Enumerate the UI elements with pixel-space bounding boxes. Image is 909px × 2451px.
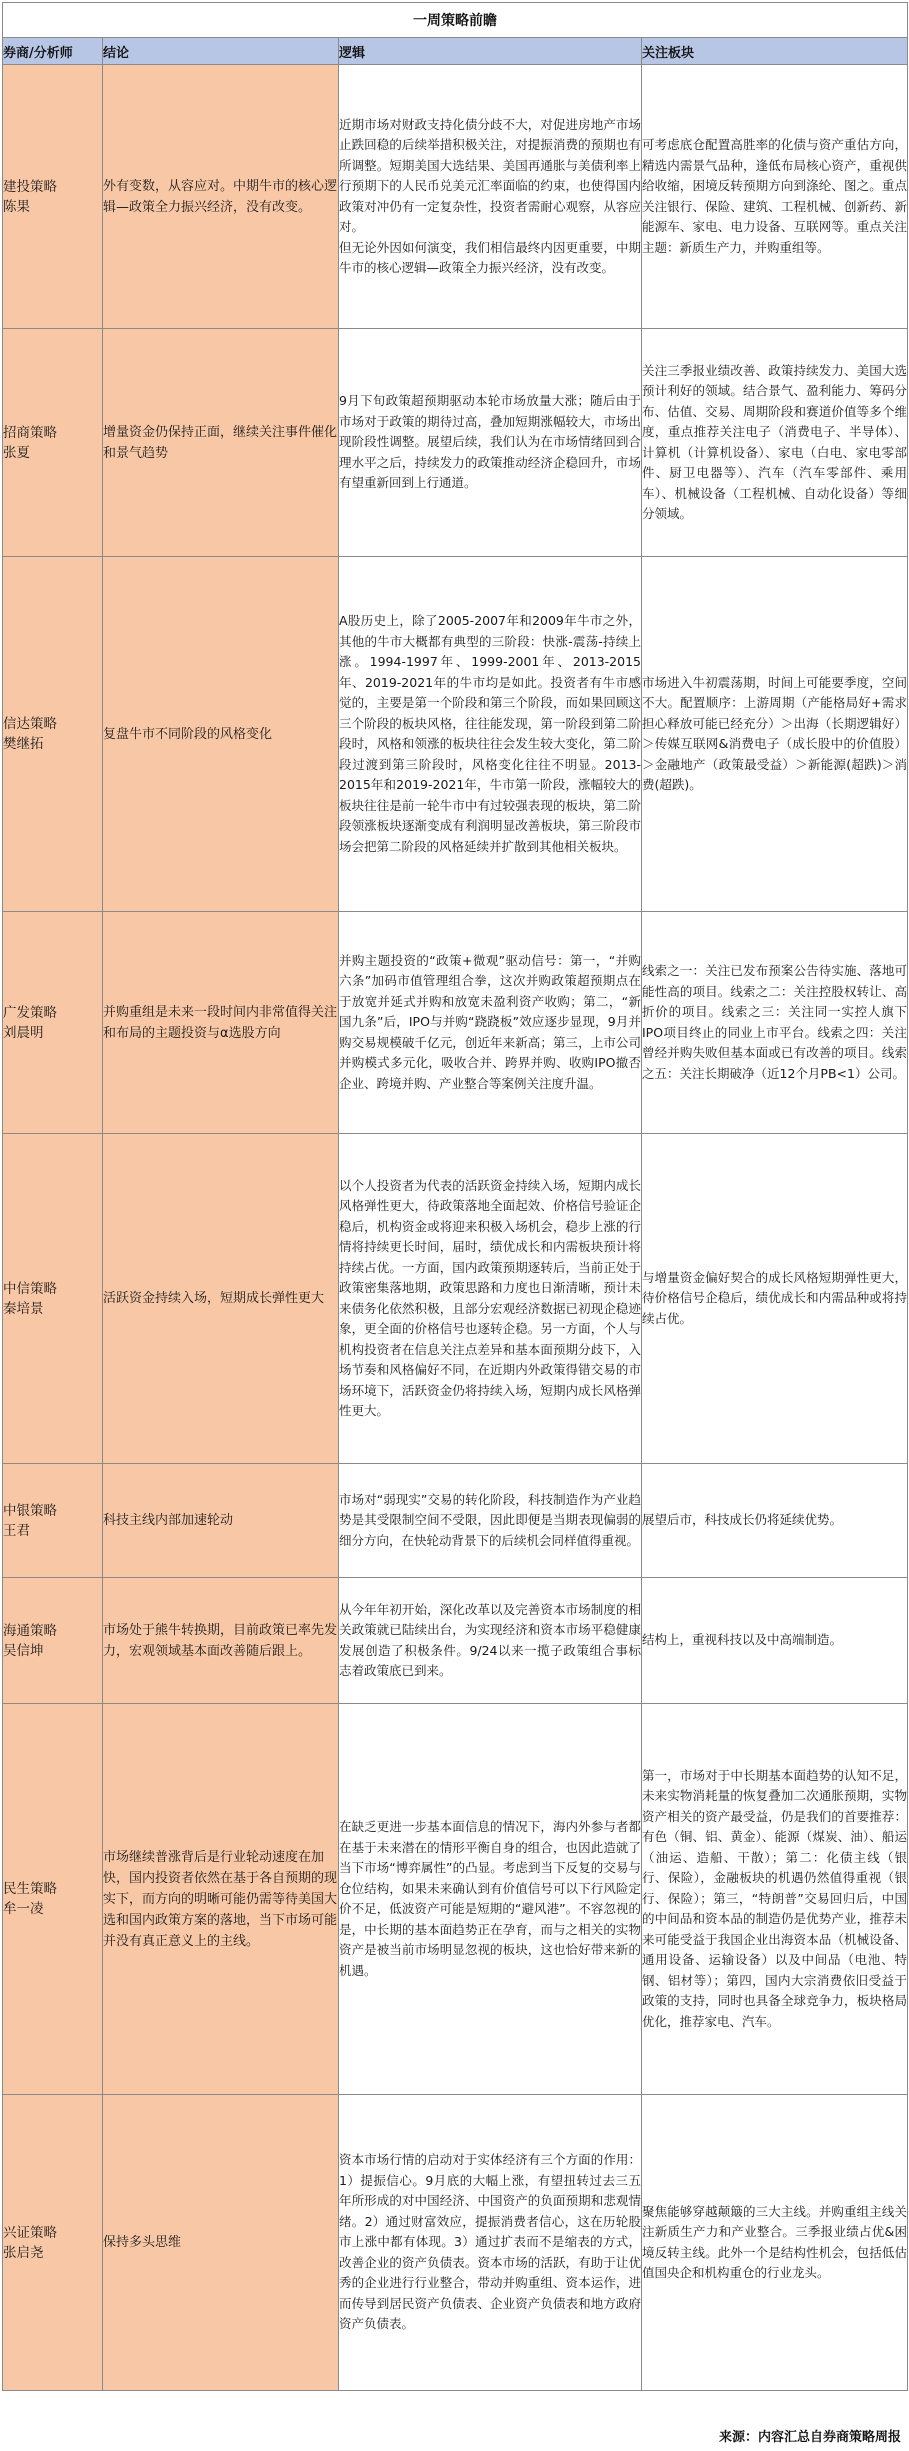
focus-cell: 与增量资金偏好契合的成长风格短期弹性更大，待价格信号企稳后，绩优成长和内需品种或将持续占优。: [642, 1134, 908, 1464]
logic-text: 从今年年初开始，深化改革以及完善资本市场制度的相关政策就已陆续出台，为实现经济和资本市场平稳健康发展创造了积极条件。9/24以来一揽子政策组合事标志着政策底已到来。: [339, 1601, 641, 1678]
header-firm: 券商/分析师: [3, 38, 103, 65]
focus-cell: 线索之一：关注已发布预案公告待实施、落地可能性高的项目。线索之二：关注控股权转让、高折价的项目。线索之三：关注同一实控人旗下IPO项目终止的同业上市平台。线索之四：关注曾经并购失败但基本面或已有改善的项目。线索之五：关注长期破净（近12个月PB<1）公司。: [642, 912, 908, 1134]
logic-cell: [339, 1578, 642, 1704]
firm-cell: [3, 1464, 103, 1578]
firm-name: 中银策略: [3, 1502, 57, 1519]
analyst-name: 陈果: [3, 198, 30, 215]
header-logic: 逻辑: [339, 38, 642, 65]
firm-cell: [3, 1578, 103, 1704]
conclusion-cell: 市场处于熊牛转换期，目前政策已率先发力，宏观领域基本面改善随后跟上。: [103, 1578, 339, 1704]
table-row: [3, 1464, 908, 1578]
header-row: [3, 38, 908, 65]
conclusion-cell: 科技主线内部加速轮动: [103, 1464, 339, 1578]
logic-cell: [339, 329, 642, 557]
firm-cell: [3, 2095, 103, 2391]
firm-name: 建投策略: [3, 178, 57, 195]
table-row: [3, 65, 908, 329]
focus-cell: 展望后市，科技成长仍将延续优势。: [642, 1464, 908, 1578]
conclusion-cell: 保持多头思维: [103, 2095, 339, 2391]
table-row: [3, 1704, 908, 2095]
logic-cell: [339, 1134, 642, 1464]
firm-name: 海通策略: [3, 1622, 57, 1639]
logic-text: 并购主题投资的“政策+微观”驱动信号：第一，“并购六条”加码市值管理组合拳，这次并购政策超预期点在于放宽并延式并购和放宽未盈利资产收购；第二，“新国九条”后，IPO与并购“跷跷板”效应逐步显现，9月并购交易规模破千亿元，创近年来新高；第三，上市公司并购模式多元化，吸收合并、跨界并购、收购IPO撤否企业、跨境并购、产业整合等案例关注度升温。: [339, 952, 641, 1091]
analyst-name: 樊继拓: [3, 736, 44, 752]
focus-cell: 可考虑底仓配置高胜率的化债与资产重估方向，精选内需景气品种，逢低布局核心资产，重视供给收缩，困境反转预期方向到涤纶、图之。重点关注银行、保险、建筑、工程机械、创新药、新能源车、家电、电力设备、互联网等。重点关注主题：新质生产力，并购重组等。: [642, 65, 908, 329]
logic-cell: [339, 557, 642, 912]
firm-cell: [3, 1134, 103, 1464]
analyst-name: 牟一凌: [3, 1901, 44, 1917]
logic-cell: [339, 912, 642, 1134]
firm-name: 民生策略: [3, 1881, 57, 1897]
firm-cell: [3, 65, 103, 329]
firm-cell: [3, 912, 103, 1134]
strategy-table: [2, 2, 908, 2391]
logic-text: 以个人投资者为代表的活跃资金持续入场，短期内成长风格弹性更大，待政策落地全面起效、价格信号验证企稳后，机构资金或将迎来积极入场机会，稳步上涨的行情将持续更长时间，届时，绩优成长和内需板块预计将持续占优。一方面，国内政策预期逐转后，当前正处于政策密集落地期，政策思路和力度也日渐清晰，预计未来债务化依然积极，且部分宏观经济数据已初现企稳迹象，更全面的价格信号也逐转企稳。另一方面，个人与机构投资者在信息关注点差异和基本面预期分歧下，入场节奏和风格偏好不同，在近期内外政策得错交易的市场环境下，活跃资金仍将持续入场，短期内成长风格弹性更大。: [339, 1177, 641, 1418]
focus-cell: 市场进入牛初震荡期，时间上可能要季度，空间不大。配置顺序：上游周期（产能格局好+需求担心释放可能已经充分）＞出海（长期逻辑好）＞传媒互联网&消费电子（成长股中的价值股）＞金融地产（政策最受益）＞新能源(超跌)＞消费(超跌)。: [642, 557, 908, 912]
conclusion-cell: 市场继续普涨背后是行业轮动速度在加快，国内投资者依然在基于各自预期的现实下，而方向的明晰可能仍需等待美国大选和国内政策方案的落地，当下市场可能并没有真正意义上的主线。: [103, 1704, 339, 2095]
firm-name: 信达策略: [3, 716, 57, 732]
logic-cell: [339, 2095, 642, 2391]
logic-text: 9月下旬政策超预期驱动本轮市场放量大涨；随后由于市场对于政策的期待过高，叠加短期涨幅较大，市场出现阶段性调整。展望后续，我们认为在市场情绪回到合理水平之后，持续发力的政策推动经济企稳回升，市场有望重新回到上行通道。: [339, 393, 641, 491]
logic-cell: [339, 1704, 642, 2095]
focus-cell: 关注三季报业绩改善、政策持续发力、美国大选预计利好的领域。结合景气、盈利能力、筹码分布、估值、交易、周期阶段和赛道价值等多个维度，重点推荐关注电子（消费电子、半导体）、计算机（计算机设备）、家电（白电、家电零部件、厨卫电器等）、汽车（汽车零部件、乘用车）、机械设备（工程机械、自动化设备）等细分领域。: [642, 329, 908, 557]
logic-text: 近期市场对财政支持化债分歧不大，对促进房地产市场止跌回稳的后续举措积极关注，对提振消费的预期也有所调整。短期美国大选结果、美国再通胀与美债利率上行预期下的人民币兑美元汇率面临的约束，也使得国内政策对冲仍有一定复杂性，投资者需耐心观察，从容应对。 但无论外因如何演变，我们相信最终内因更重要，中期牛市的核心逻辑—政策全力振兴经济，没有改变。: [339, 116, 641, 275]
analyst-name: 刘晨明: [3, 1024, 44, 1041]
logic-text: 市场对“弱现实”交易的转化阶段，科技制造作为产业趋势是其受限制空间不受限，因此即便是当期表现偏弱的细分方向，在快轮动背景下的后续机会同样值得重视。: [339, 1491, 641, 1548]
table-row: [3, 329, 908, 557]
conclusion-cell: 复盘牛市不同阶段的风格变化: [103, 557, 339, 912]
logic-text: 在缺乏更进一步基本面信息的情况下，海内外参与者都在基于未来潜在的情形平衡自身的组合，也因此造就了当下市场“博弈属性”的凸显。考虑到当下反复的交易与仓位结构，如果未来确认到有价值信号可以下行风险定价不足，低波资产可能是短期的“避风港”。不容忽视的是，中长期的基本面趋势正在孕育，而与之相关的实物资产是被当前市场明显忽视的板块，这也恰好带来新的机遇。: [339, 1819, 641, 1978]
focus-cell: 第一，市场对于中长期基本面趋势的认知不足，未来实物消耗量的恢复叠加二次通胀预期，实物资产相关的资产最受益，仍是我们的首要推荐：有色（铜、铝、黄金）、能源（煤炭、油）、船运（油运、造船、干散）；第二：化债主线（银行、保险），金融板块的机遇仍然值得重视（银行、保险）；第三，“特朗普”交易回归后，中国的中间品和资本品的制造仍是优势产业，推荐未来可能受益于我国企业出海资本品（机械设备、通用设备、运输设备）以及中间品（电池、特钢、铝材等）；第四，国内大宗消费依旧受益于政策的支持，同时也具备全球竞争力，板块格局优化，推荐家电、汽车。: [642, 1704, 908, 2095]
analyst-name: 秦培景: [3, 1300, 44, 1317]
conclusion-cell: 外有变数，从容应对。中期牛市的核心逻辑—政策全力振兴经济，没有改变。: [103, 65, 339, 329]
firm-name: 广发策略: [3, 1004, 57, 1021]
logic-text: A股历史上，除了2005-2007年和2009年牛市之外，其他的牛市大概都有典型的三阶段：快涨-震荡-持续上涨。1994-1997年、1999-2001年、2013-2015年、2019-2021年的牛市均是如此。投资者有牛市感觉的，主要是第一个阶段和第三个阶段，而如果回顾这三个阶段的板块风格，往往能发现，第一阶段到第二阶段时，风格和领涨的板块往往会发生较大变化，第二阶段过渡到第三阶段时，风格变化往往不明显。2013-2015年和2019-2021年，牛市第一阶段，涨幅较大的板块往往是前一轮牛市中有过较强表现的板块，第二阶段领涨板块逐渐变成有利润明显改善板块，第三阶段市场会把第二阶段的风格延续并扩散到其他相关板块。: [339, 613, 641, 854]
table-row: [3, 1578, 908, 1704]
firm-cell: [3, 1704, 103, 2095]
table-row: [3, 2095, 908, 2391]
logic-cell: [339, 65, 642, 329]
analyst-name: 张夏: [3, 444, 30, 461]
conclusion-cell: 增量资金仍保持正面，继续关注事件催化和景气趋势: [103, 329, 339, 557]
analyst-name: 王君: [3, 1522, 30, 1539]
analyst-name: 吴信坤: [3, 1642, 44, 1659]
table-row: [3, 557, 908, 912]
header-focus: 关注板块: [642, 38, 908, 65]
firm-cell: [3, 557, 103, 912]
table-title: 一周策略前瞻: [3, 3, 908, 38]
firm-cell: [3, 329, 103, 557]
focus-cell: 聚焦能够穿越颠簸的三大主线。并购重组主线关注新质生产力和产业整合。三季报业绩占优&困境反转主线。此外一个是结构性机会，包括低估值国央企和机构重仓的行业龙头。: [642, 2095, 908, 2391]
firm-name: 招商策略: [3, 424, 57, 441]
table-row: [3, 1134, 908, 1464]
logic-text: 资本市场行情的启动对于实体经济有三个方面的作用：1）提振信心。9月底的大幅上涨，有望扭转过去三五年所形成的对中国经济、中国资产的负面预期和悲观情绪。2）通过财富效应，提振消费者信心，这在历轮股市上涨中都有体现。3）通过扩表而不是缩表的方式，改善企业的资产负债表。资本市场的活跃，有助于让优秀的企业进行行业整合，带动并购重组、资本运作，进而传导到居民资产负债表、企业资产负债表和地方政府资产负债表。: [339, 2152, 641, 2332]
source-note: 来源：内容汇总自券商策略周报: [718, 2430, 901, 2445]
focus-cell: 结构上，重视科技以及中高端制造。: [642, 1578, 908, 1704]
header-conclusion: 结论: [103, 38, 339, 65]
table-row: [3, 912, 908, 1134]
firm-name: 中信策略: [3, 1280, 57, 1297]
firm-name: 兴证策略: [3, 2224, 57, 2241]
logic-cell: [339, 1464, 642, 1578]
analyst-name: 张启尧: [3, 2244, 44, 2261]
conclusion-cell: 并购重组是未来一段时间内非常值得关注和布局的主题投资与α选股方向: [103, 912, 339, 1134]
conclusion-cell: 活跃资金持续入场，短期成长弹性更大: [103, 1134, 339, 1464]
